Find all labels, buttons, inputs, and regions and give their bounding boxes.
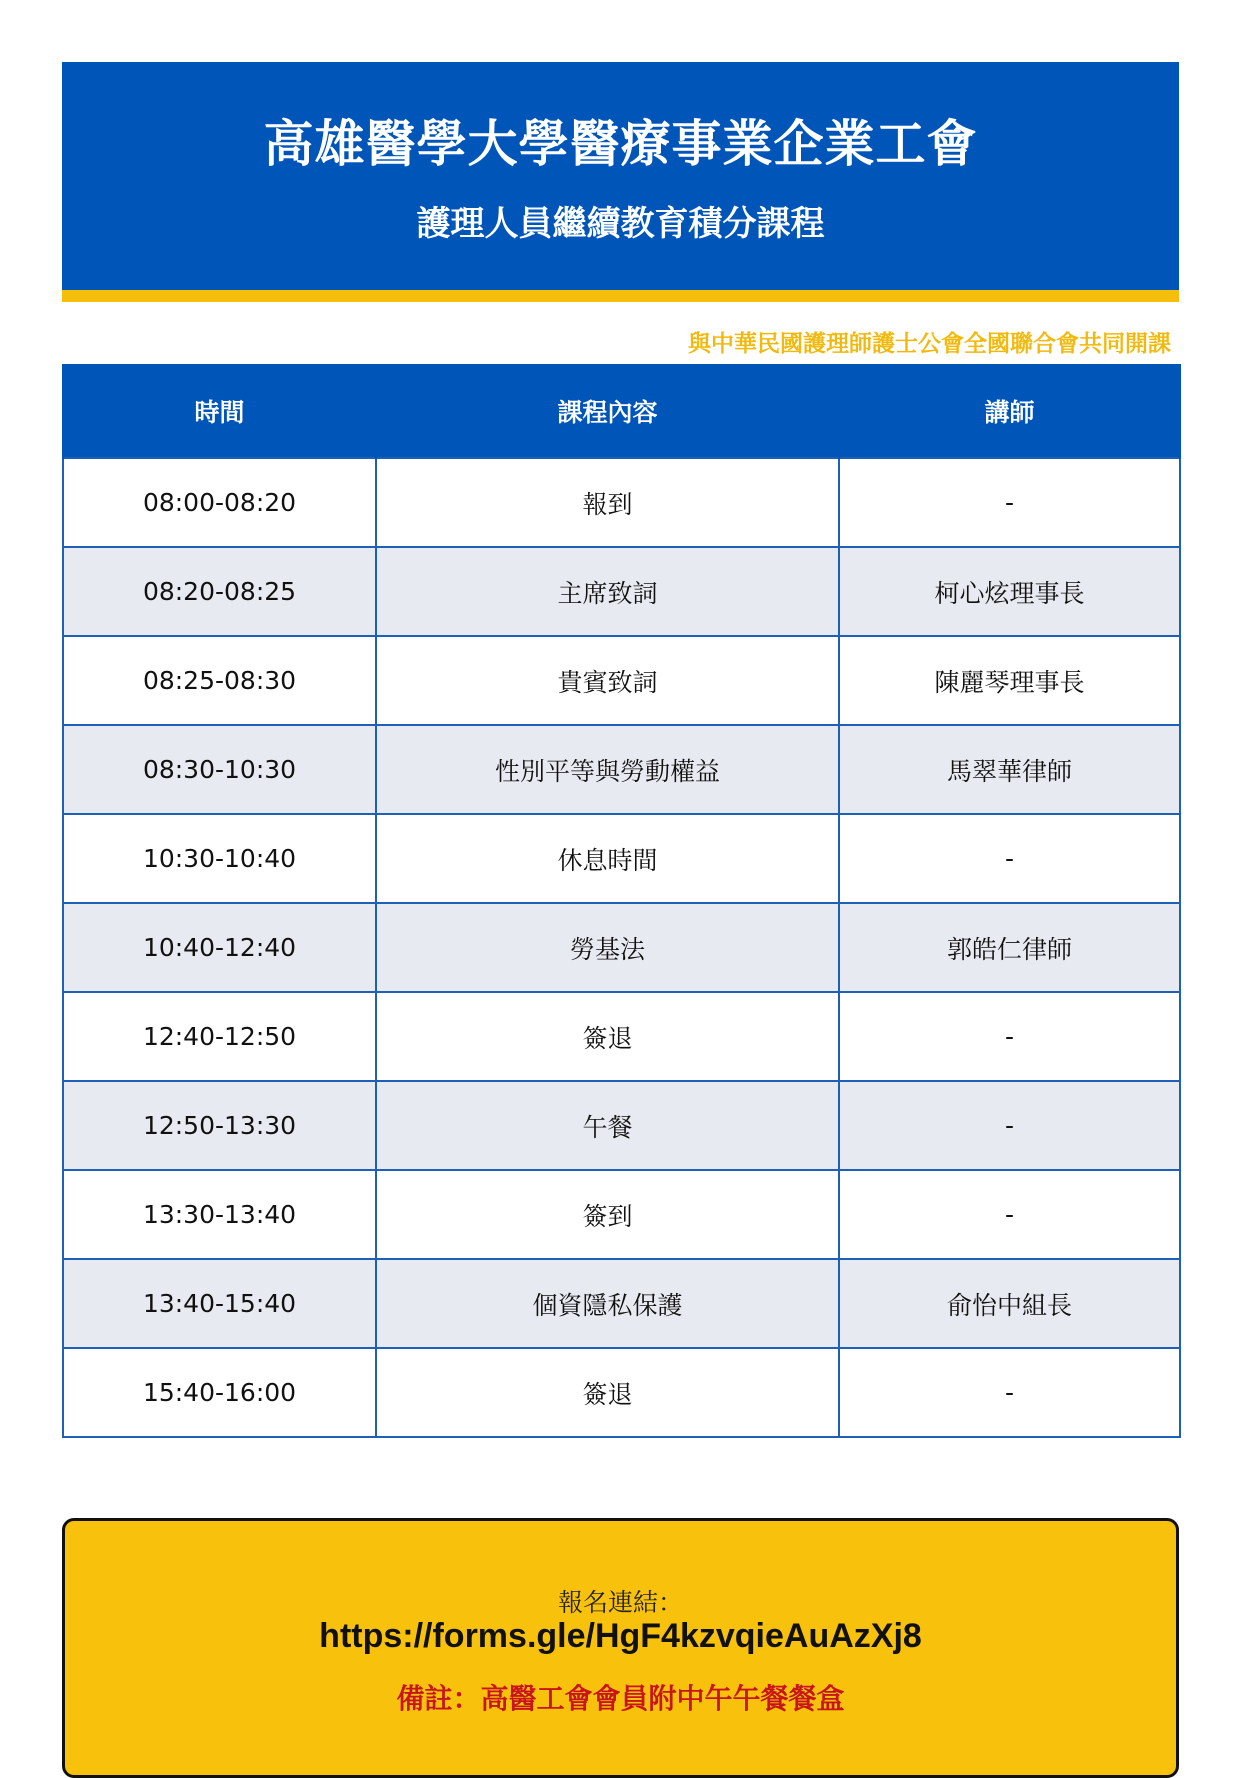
co-host-note: 與中華民國護理師護士公會全國聯合會共同開課	[688, 331, 1171, 357]
column-header-speaker: 講師	[839, 364, 1180, 458]
table-row	[63, 814, 1180, 903]
table-row	[63, 1081, 1180, 1170]
cell-content: 勞基法	[376, 903, 839, 992]
cell-content: 性別平等與勞動權益	[376, 725, 839, 814]
cell-speaker: 俞怡中組長	[839, 1259, 1180, 1348]
cell-speaker: -	[839, 1170, 1180, 1259]
cell-time: 08:20-08:25	[63, 547, 376, 636]
registration-note: 備註：高醫工會會員附中午午餐餐盒	[396, 1682, 845, 1715]
cell-speaker: -	[839, 458, 1180, 547]
cell-time: 13:30-13:40	[63, 1170, 376, 1259]
cell-content: 休息時間	[376, 814, 839, 903]
cell-time: 12:40-12:50	[63, 992, 376, 1081]
cell-content: 報到	[376, 458, 839, 547]
table-row	[63, 547, 1180, 636]
table-row	[63, 636, 1180, 725]
cell-time: 10:30-10:40	[63, 814, 376, 903]
cell-time: 12:50-13:30	[63, 1081, 376, 1170]
table-header-row	[63, 364, 1180, 458]
cell-content: 個資隱私保護	[376, 1259, 839, 1348]
cell-time: 08:00-08:20	[63, 458, 376, 547]
page-title: 高雄醫學大學醫療事業企業工會	[263, 115, 978, 173]
table-row	[63, 1259, 1180, 1348]
table-row	[63, 903, 1180, 992]
column-header-time: 時間	[63, 364, 376, 458]
registration-link[interactable]: https://forms.gle/HgF4kzvqieAuAzXj8	[319, 1617, 922, 1655]
cell-content: 貴賓致詞	[376, 636, 839, 725]
registration-box	[62, 1518, 1179, 1778]
column-header-content: 課程內容	[376, 364, 839, 458]
cell-content: 簽退	[376, 1348, 839, 1437]
table-row	[63, 1170, 1180, 1259]
cell-speaker: 柯心炫理事長	[839, 547, 1180, 636]
cell-content: 簽退	[376, 992, 839, 1081]
cell-time: 15:40-16:00	[63, 1348, 376, 1437]
header-banner	[62, 62, 1179, 302]
registration-label: 報名連結：	[557, 1588, 683, 1617]
cell-time: 13:40-15:40	[63, 1259, 376, 1348]
table-row	[63, 725, 1180, 814]
cell-speaker: 馬翠華律師	[839, 725, 1180, 814]
table-row	[63, 1348, 1180, 1437]
cell-speaker: -	[839, 1081, 1180, 1170]
cell-content: 午餐	[376, 1081, 839, 1170]
cell-content: 簽到	[376, 1170, 839, 1259]
cell-speaker: -	[839, 814, 1180, 903]
cell-speaker: 陳麗琴理事長	[839, 636, 1180, 725]
table-row	[63, 458, 1180, 547]
page-subtitle: 護理人員繼續教育積分課程	[416, 204, 825, 244]
cell-time: 10:40-12:40	[63, 903, 376, 992]
schedule-table	[62, 364, 1181, 1438]
cell-time: 08:30-10:30	[63, 725, 376, 814]
cell-speaker: -	[839, 1348, 1180, 1437]
cell-time: 08:25-08:30	[63, 636, 376, 725]
cell-content: 主席致詞	[376, 547, 839, 636]
table-row	[63, 992, 1180, 1081]
cell-speaker: 郭皓仁律師	[839, 903, 1180, 992]
cell-speaker: -	[839, 992, 1180, 1081]
